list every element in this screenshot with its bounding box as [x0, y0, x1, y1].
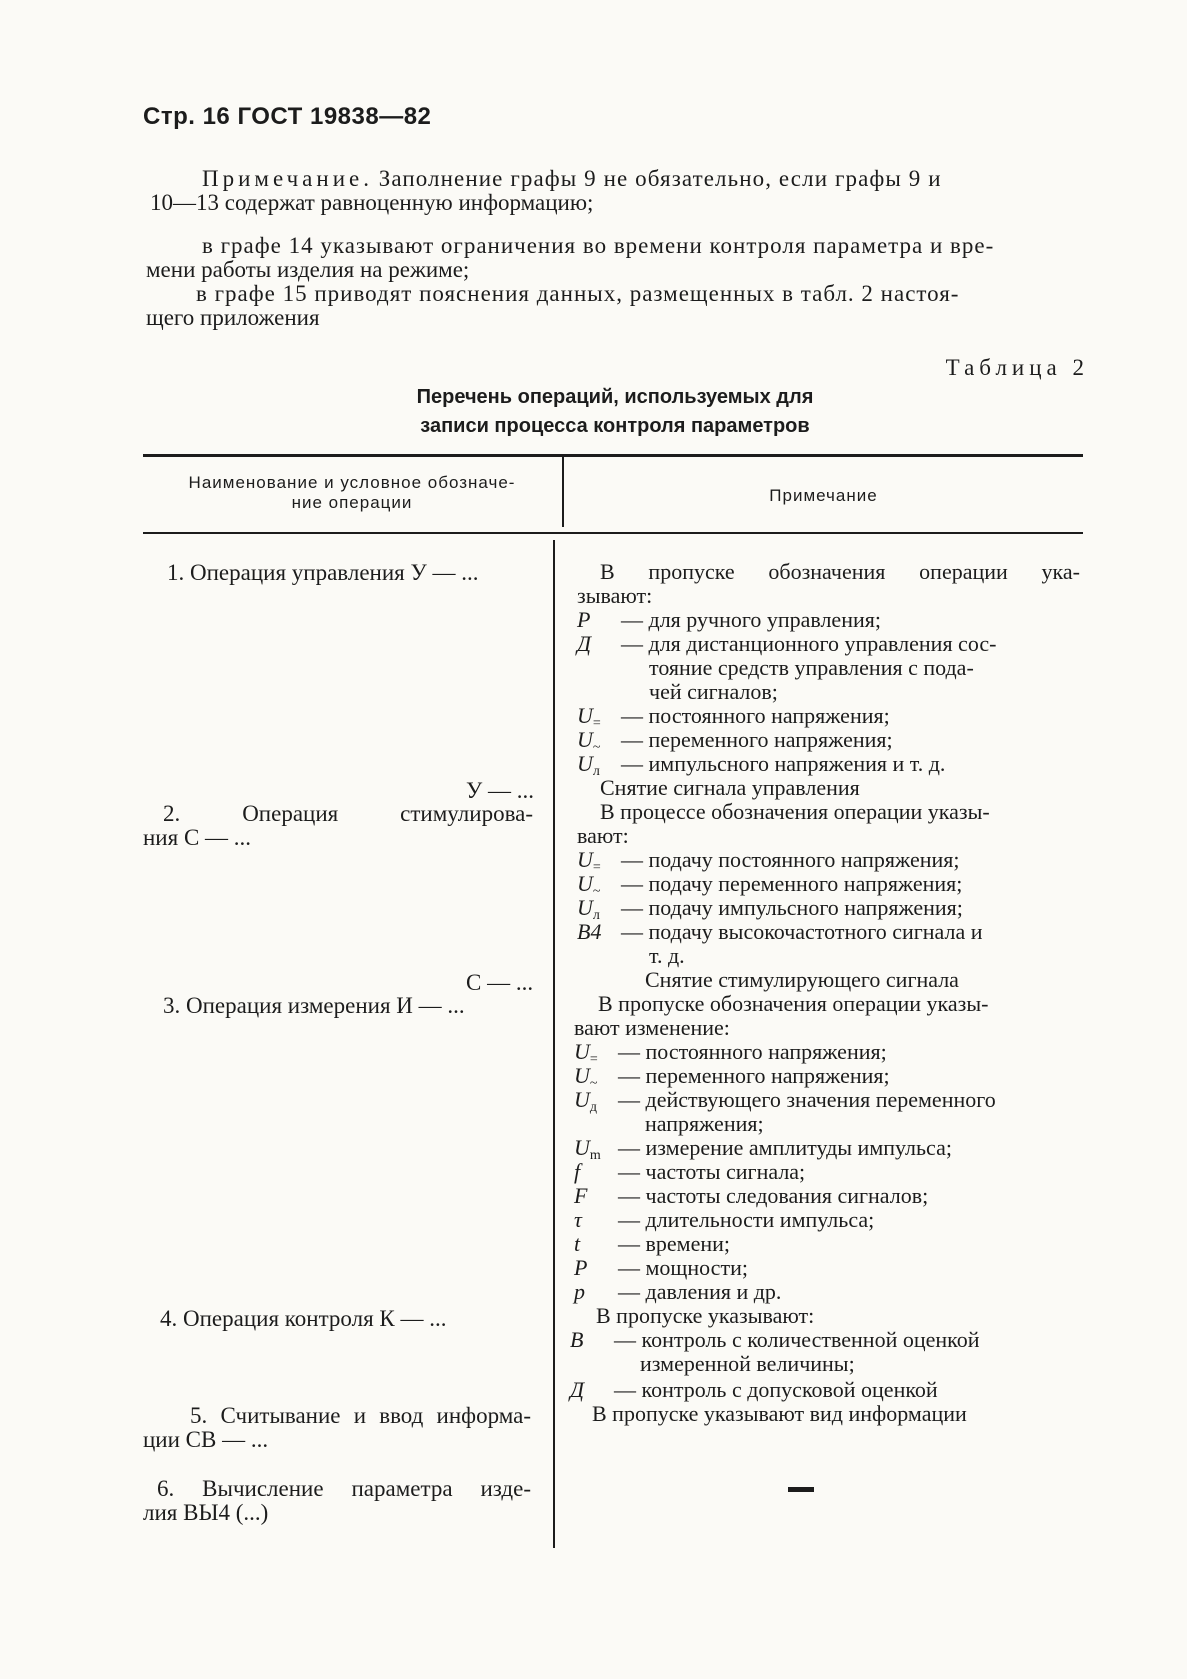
table-title-line2: записи процесса контроля параметров: [420, 415, 810, 437]
symbol-glyph: В: [570, 1327, 584, 1352]
operation-4: 4. Операция контроля К — ...: [160, 1306, 447, 1331]
note-continuation: 10—13 содержат равноценную информацию;: [150, 190, 594, 215]
note-line: [574, 1256, 748, 1280]
note-line: Снятие стимулирующего сигнала: [645, 967, 959, 992]
note-text: — частоты сигнала;: [618, 1159, 806, 1184]
note-text: — действующего значения переменного: [618, 1087, 996, 1112]
note-line: В пропуске указывают вид информации: [592, 1401, 967, 1426]
note-line: В пропуске обозначения операции указы-: [598, 991, 989, 1016]
note-line: Снятие сигнала управления: [600, 775, 860, 800]
note-line: вают изменение:: [574, 1015, 730, 1040]
empty-cell-dash: [788, 1487, 814, 1492]
note-text: — подачу переменного напряжения;: [621, 871, 963, 896]
note-text: — подачу постоянного напряжения;: [621, 847, 960, 872]
note-line: [574, 1160, 805, 1184]
note-line: [574, 1280, 781, 1304]
symbol-glyph: Р: [577, 607, 591, 632]
note-line: [577, 632, 996, 656]
paragraph-14-line1: в графе 14 указывают ограничения во времени контроля параметра и вре-: [202, 233, 995, 258]
symbol-glyph: ~: [589, 1076, 598, 1091]
symbol-glyph: =: [592, 860, 601, 875]
operation-1: 1. Операция управления У — ...: [167, 560, 479, 585]
operation-5-cont: ции СВ — ...: [143, 1427, 269, 1452]
note-line: зывают:: [577, 583, 653, 608]
symbol-glyph: Р: [574, 1255, 588, 1280]
note-text: — мощности;: [618, 1255, 748, 1280]
note-text: Заполнение графы 9 не обязательно, если графы 9 и: [378, 166, 942, 191]
note-line: чей сигналов;: [649, 679, 778, 704]
note-text: — постоянного напряжения;: [621, 703, 890, 728]
note-line: [570, 1378, 938, 1402]
operation-2-end: С — ...: [466, 970, 534, 995]
symbol-glyph: =: [592, 716, 601, 731]
note-paragraph: [202, 167, 942, 191]
note-line: В пропуске указывают:: [596, 1303, 815, 1328]
paragraph-15-line2: щего приложения: [146, 305, 320, 330]
note-text: — импульсного напряжения и т. д.: [621, 751, 946, 776]
symbol-glyph: $U_=$: [577, 703, 601, 731]
note-text: — частоты следования сигналов;: [618, 1183, 929, 1208]
table-top-rule: [143, 454, 1083, 457]
symbol-glyph: F: [574, 1183, 588, 1208]
symbol-glyph: $U_=$: [577, 847, 601, 875]
note-line: [574, 1208, 874, 1232]
note-line: [577, 608, 881, 632]
note-line: [577, 920, 983, 944]
operation-2-cont: ния С — ...: [143, 825, 252, 850]
symbol-glyph: л: [592, 764, 600, 779]
note-line: тояние средств управления с пода-: [649, 655, 974, 680]
note-line: [574, 1088, 996, 1120]
note-line: напряжения;: [645, 1111, 764, 1136]
operation-6: 6. Вычисление параметра изде-: [157, 1476, 531, 1501]
operation-5: 5. Считывание и ввод информа-: [190, 1403, 531, 1428]
paragraph-15-line1: в графе 15 приводят пояснения данных, размещенных в табл. 2 настоя-: [196, 281, 960, 306]
note-text: — контроль с допусковой оценкой: [614, 1377, 938, 1402]
symbol-glyph: ~: [592, 884, 601, 899]
note-text: — длительности импульса;: [618, 1207, 875, 1232]
symbol-glyph: $U_m$: [574, 1135, 601, 1163]
note-line: В процессе обозначения операции указы-: [600, 799, 990, 824]
symbol-glyph: л: [592, 908, 600, 923]
symbol-glyph: $U_=$: [574, 1039, 598, 1067]
symbol-glyph: $U_л$: [577, 751, 600, 779]
column-header-note: Примечание: [769, 486, 878, 505]
note-text: — переменного напряжения;: [621, 727, 893, 752]
note-text: — для ручного управления;: [621, 607, 881, 632]
symbol-glyph: ~: [592, 740, 601, 755]
note-text: — подачу импульсного напряжения;: [621, 895, 963, 920]
note-line: [570, 1328, 980, 1352]
symbol-glyph: τ: [574, 1207, 582, 1232]
symbol-glyph: f: [574, 1159, 581, 1184]
page-header: Стр. 16 ГОСТ 19838—82: [143, 103, 432, 130]
note-text: — времени;: [618, 1231, 730, 1256]
operation-1-end: У — ...: [466, 778, 535, 803]
note-text: — давления и др.: [618, 1279, 782, 1304]
symbol-glyph: $U_д$: [574, 1087, 598, 1115]
note-text: — для дистанционного управления сос-: [621, 631, 997, 656]
note-text: — измерение амплитуды импульса;: [618, 1135, 952, 1160]
note-line: вают:: [577, 823, 629, 848]
symbol-glyph: $U_\sim$: [577, 727, 601, 755]
note-line: [574, 1232, 730, 1256]
symbol-glyph: $U_\sim$: [574, 1063, 598, 1091]
note-text: — контроль с количественной оценкой: [614, 1327, 980, 1352]
table-title-line1: Перечень операций, используемых для: [416, 386, 814, 408]
note-line: т. д.: [649, 943, 685, 968]
symbol-glyph: Д: [577, 631, 591, 656]
operation-3: 3. Операция измерения И — ...: [163, 993, 465, 1018]
note-label: Примечание.: [202, 166, 373, 191]
table-label: Таблица 2: [945, 355, 1089, 380]
symbol-glyph: =: [589, 1052, 598, 1067]
symbol-glyph: $U_л$: [577, 895, 600, 923]
symbol-glyph: $U_\sim$: [577, 871, 601, 899]
note-line: измеренной величины;: [640, 1351, 855, 1376]
column-header-name: Наименование и условное обозначе- ние операции: [188, 473, 516, 512]
table-header-rule: [143, 532, 1083, 534]
symbol-glyph: m: [589, 1148, 601, 1163]
symbol-glyph: Д: [570, 1377, 584, 1402]
note-line: [574, 1184, 928, 1208]
paragraph-14-line2: мени работы изделия на режиме;: [146, 257, 470, 282]
note-line: В пропуске обозначения операции ука-: [600, 559, 1080, 584]
note-text: — постоянного напряжения;: [618, 1039, 887, 1064]
symbol-glyph: t: [574, 1231, 581, 1256]
operation-2: 2. Операция стимулирова-: [163, 801, 533, 826]
note-text: — переменного напряжения;: [618, 1063, 890, 1088]
note-text: — подачу высокочастотного сигнала и: [621, 919, 983, 944]
body-divider: [553, 540, 555, 1548]
operation-6-cont: лия ВЫ4 (...): [143, 1500, 269, 1525]
symbol-glyph: д: [589, 1100, 598, 1115]
symbol-glyph: p: [574, 1279, 585, 1304]
symbol-glyph: В4: [577, 919, 602, 944]
